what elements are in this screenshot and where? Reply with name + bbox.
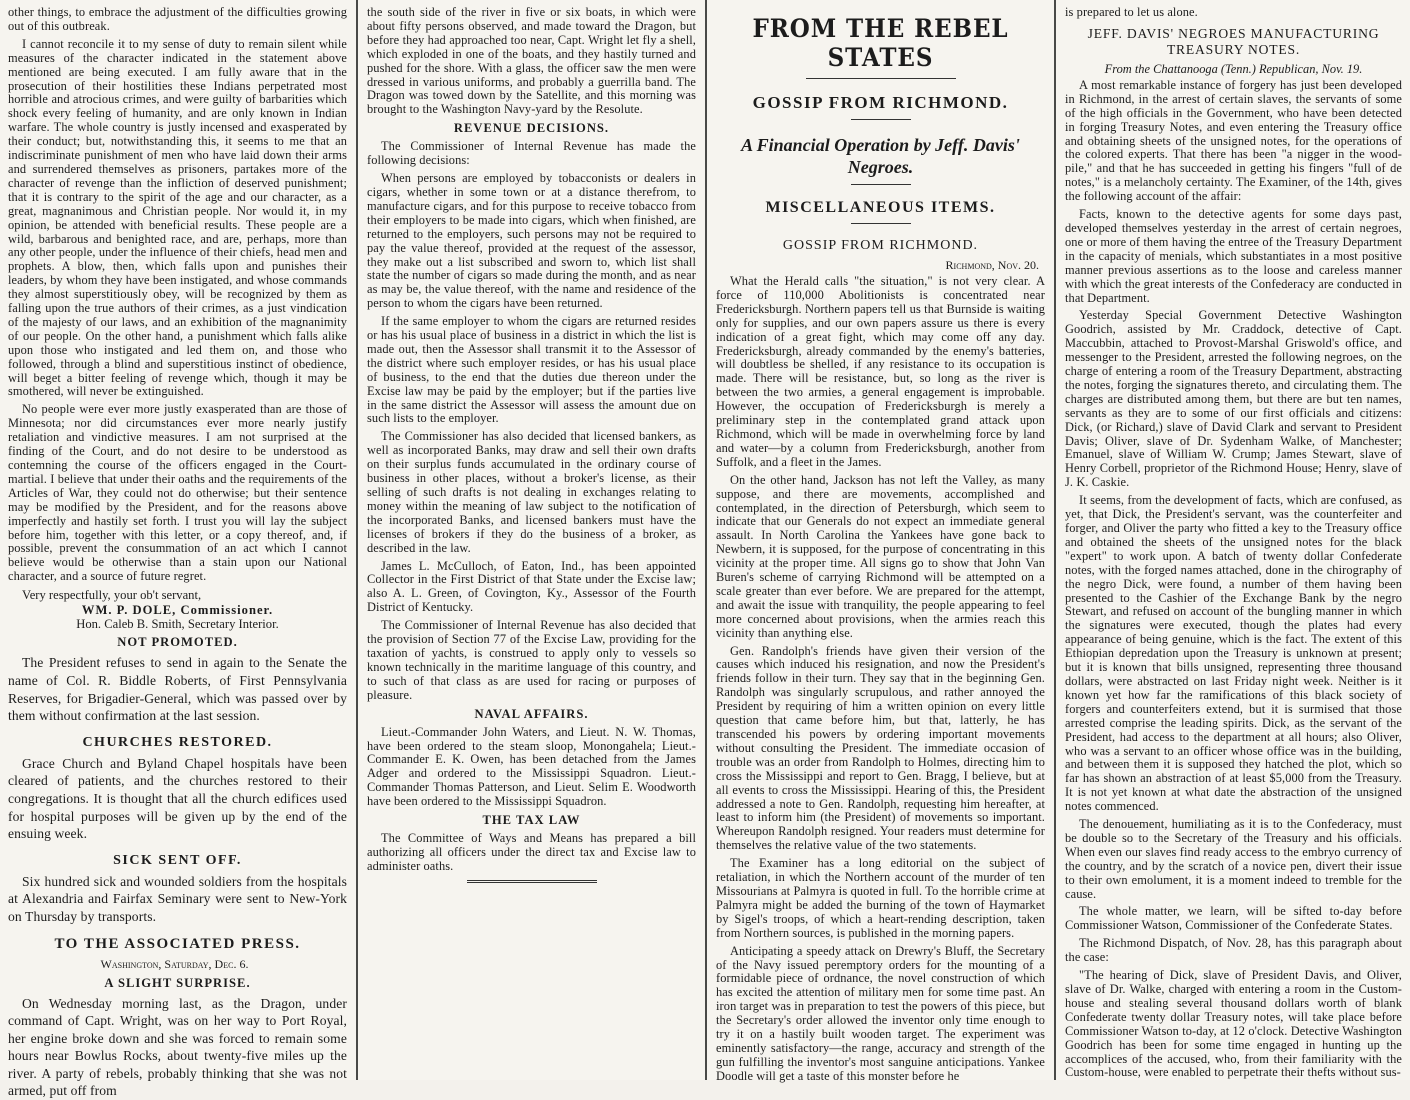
paragraph: The Commissioner of Internal Revenue has made the following decisions: — [367, 140, 696, 168]
paragraph: Gen. Randolph's friends have given their version of the causes which induced his resignation, and now the President's friends follow in their turn. They say that in the beginning Gen. Randolph was singularly scrupulous, and rather annoyed the President by requiring of him a written opinion on every little question that came before him, but that, latterly, he has transcended his powers by ordering important movements without consulting the President. The immediate occasion of trouble was an order from Randolph to Holmes, directing him to cross the Mississippi and report to Gen. Bragg, I believe, but at all events to cross the Mississippi. Hearing of this, the President addressed a note to Gen. Randolph, requesting him hereafter, at least to inform him (the President) of movements so important. Whereupon Randolph resigned. Your readers must determine for themselves the relative value of the two statements. — [716, 645, 1045, 854]
paragraph: the south side of the river in five or six boats, in which were about fifty persons observed, and made toward the Dragon, but before they had approached too near, Capt. Wright let fly a shell, which exploded in one of the boats, and they hastily turned and pushed for the shore. With a glass, the officer saw the men were dressed in various uniforms, and probably a guerrilla band. The Dragon was towed down by the Satellite, and this morning was brought to the Washington Navy-yard by the Resolute. — [367, 6, 696, 117]
column-rule — [356, 0, 358, 1080]
divider — [851, 223, 911, 224]
source-line: From the Chattanooga (Tenn.) Republican, Nov. 19. — [1065, 62, 1402, 77]
paragraph: If the same employer to whom the cigars are returned resides or has his usual place of business in a district in which the list is made out, then the Assessor shall transmit it to the Assessor of the district where such employer resides, or has his usual place of business, to the end that the duties due thereon under the Excise law may be paid by the employer; but if the parties live in the same district the Assessor will assess the amount due on such lists to the employer. — [367, 315, 696, 426]
paragraph: Lieut.-Commander John Waters, and Lieut. N. W. Thomas, have been ordered to the steam sloop, Monongahela; Lieut.-Commander E. K. Owen, has been detached from the James Adger and ordered to the Mississippi Squadron. Lieut.-Commander Thomas Patterson, and Lieut. Selim E. Woodworth have been ordered to the Mississippi Squadron. — [367, 726, 696, 809]
column-rule — [1054, 0, 1056, 1080]
addressee: Hon. Caleb B. Smith, Secretary Interior. — [8, 617, 347, 631]
paragraph: The Commissioner has also decided that licensed bankers, as well as incorporated Banks, may draw and sell their own drafts on their surplus funds accumulated in the ordinary course of business in other places, without a broker's license, as their selling of such drafts is not dealing in exchanges relating to money within the meaning of law subject to the notification of the incorporated Banks, and licensed bankers must have the licenses of brokers if they do the business of a broker, as described in the law. — [367, 430, 696, 555]
paragraph: The Examiner has a long editorial on the subject of retaliation, in which the Northern account of the murder of ten Missourians at Palmyra is quoted in full. To the horrible crime at Palmyra might be added the burning of the town of Haymarket by Sigel's troops, of which a heart-rending description, taken from Northern sources, is published in the morning papers. — [716, 857, 1045, 940]
paragraph: On the other hand, Jackson has not left the Valley, as many suppose, and there are movements, accomplished and contemplated, in the direction of Petersburgh, which seem to indicate that our Generals do not expect an immediate general assault. In North Carolina the Yankees have gone back to Newbern, it is supposed, for the purpose of concentrating in this vicinity at the proper time. All signs go to show that John Van Buren's scheme of carrying Richmond will be attempted on a scale greater than ever before. We are prepared for the attempt, and await the issue with tranquility, the people appearing to feel more concerned about provisions, when the armies reach this vicinity than anything else. — [716, 474, 1045, 641]
masthead: FROM THE REBEL STATES — [729, 14, 1032, 72]
section-heading: SICK SENT OFF. — [8, 853, 347, 869]
divider — [851, 119, 911, 120]
paragraph: A most remarkable instance of forgery has just been developed in Richmond, in the arrest of certain slaves, the servants of some of the high officials in the Government, who have been detected in forging Treasury Notes, and even entering the Treasury office and obtaining sheets of the unsigned notes, for the operations of the colored experts. That there has been "a nigger in the wood-pile," and that he has succeeded in getting his fingers "full of de notes," is a melancholy certainty. The Examiner, of the 14th, gives the following account of the affair: — [1065, 79, 1402, 204]
subheading: GOSSIP FROM RICHMOND. — [716, 93, 1045, 113]
divider — [851, 184, 911, 185]
subheading: A Financial Operation by Jeff. Davis' Negroes. — [716, 134, 1045, 178]
paragraph: The whole matter, we learn, will be sifted to-day before Commissioner Watson, Commissioner of the Confederate States. — [1065, 905, 1402, 933]
paragraph: other things, to embrace the adjustment of the difficulties growing out of this outbreak. — [8, 6, 347, 34]
section-heading: REVENUE DECISIONS. — [367, 121, 696, 136]
paragraph: Six hundred sick and wounded soldiers from the hospitals at Alexandria and Fairfax Seminary were sent to New-York on Thursday by transports. — [8, 873, 347, 926]
paragraph: The Richmond Dispatch, of Nov. 28, has this paragraph about the case: — [1065, 937, 1402, 965]
section-heading: CHURCHES RESTORED. — [8, 735, 347, 751]
article — [8, 654, 347, 1100]
paragraph: On Wednesday morning last, as the Dragon, under command of Capt. Wright, was on her way to Port Royal, her engine broke down and she was forced to remain some hours near Bowlus Rocks, about twenty-five miles up the river. A party of rebels, probably thinking that she was not armed, put off from — [8, 995, 347, 1100]
subheading: MISCELLANEOUS ITEMS. — [716, 199, 1045, 217]
article-heading: JEFF. DAVIS' NEGROES MANUFACTURING TREASURY NOTES. — [1065, 26, 1402, 58]
column-2 — [359, 0, 704, 1080]
paragraph: The Commissioner of Internal Revenue has also decided that the provision of Section 77 of the Excise Law, providing for the taxation of yachts, is construed to apply only to vessels so known technically in the maritime language of this country, and to such of that class as are used for racing or purposes of pleasure. — [367, 619, 696, 702]
section-heading: NOT PROMOTED. — [8, 635, 347, 650]
paragraph: James L. McCulloch, of Eaton, Ind., has been appointed Collector in the First District of that State under the Excise law; also A. L. Green, of Covington, Ky., Assessor of the Fourth District of Kentucky. — [367, 560, 696, 616]
paragraph: The President refuses to send in again to the Senate the name of Col. R. Biddle Roberts, of First Pennsylvania Reserves, for Brigadier-General, which was passed over by them without confirmation at the last session. — [8, 654, 347, 724]
closing: Very respectfully, your ob't servant, — [8, 588, 347, 602]
divider — [806, 78, 956, 79]
signature-name: WM. P. DOLE, Commissioner. — [82, 603, 273, 617]
dateline: Washington, Saturday, Dec. 6. — [8, 957, 341, 972]
paragraph: is prepared to let us alone. — [1065, 6, 1402, 20]
paragraph: The Committee of Ways and Means has prepared a bill authorizing all officers under the direct tax and Excise law to administer oaths. — [367, 832, 696, 874]
section-heading: NAVAL AFFAIRS. — [367, 707, 696, 722]
paragraph: Grace Church and Byland Chapel hospitals have been cleared of patients, and the churches restored to their congregations. It is thought that all the church edifices used for hospital purposes will be given up by the end of the ensuing week. — [8, 755, 347, 843]
column-1 — [0, 0, 355, 1080]
subheading: GOSSIP FROM RICHMOND. — [716, 238, 1045, 254]
paragraph: Facts, known to the detective agents for some days past, developed themselves yesterday in the arrest of certain negroes, one or more of them having the entree of the Treasury Department in the capacity of menials, which substantiates in a most positive manner previous assertions as to the loose and careless manner with which the great interests of the Confederacy are conducted in that Department. — [1065, 208, 1402, 305]
section-heading: A SLIGHT SURPRISE. — [8, 976, 347, 991]
paragraph: No people were ever more justly exasperated than are those of Minnesota; nor did circumstances ever more nearly justify retaliation and vindictive measures. I am not surprised at the finding of the Court, and do not desire to be understood as contemning the course of the officers engaged in the Court-martial. I believe that under their oaths and the requirements of the Articles of War, they could not do otherwise; but their sentence may be modified by the President, and for the reasons above imperfectly and hastily set forth. I trust you will lay the subject before him, together with this letter, or a copy thereof, and, if possible, prevent the consummation of an act which I cannot believe would be otherwise than a stain upon our National character, and a source of future regret. — [8, 403, 347, 584]
paragraph: The denouement, humiliating as it is to the Confederacy, must be double so to the Secretary of the Treasury and his officials. When even our slaves find ready access to the embryo currency of the country, and by the scratch of a novice pen, divert their issue to their own emolument, it is a moment indeed to tremble for the cause. — [1065, 818, 1402, 901]
column-4 — [1057, 0, 1410, 1080]
paragraph: I cannot reconcile it to my sense of duty to remain silent while measures of the character indicated in the statement above mentioned are being executed. I am fully aware that in the prosecution of their hostilities these Indians perpetrated most horrible and atrocious crimes, and were guilty of barbarities which shock every feeling of humanity, and are only known in Indian warfare. The whole country is justly incensed and exasperated by their conduct; but, notwithstanding this, it seems to me that an indiscriminate punishment of men who have laid down their arms and surrendered themselves as prisoners, partakes more of the character of revenge than the infliction of deserved punishment; that it is contrary to the spirit of the age and our character, as a great, magnanimous and Christian people. Nor would it, in my opinion, be attended with beneficial results. These people are a wild, barbarous and benighted race, and are, perhaps, more than any other people, under the influence of their chiefs, head men and prophets. A blow, then, which falls upon and punishes their leaders, by whom they have been instigated, and whose commands they almost superstitiously obey, will be recognized by them as falling upon the true authors of their crimes, as a just vindication of the majesty of our laws, and an exhibition of the magnanimity of our people. On the other hand, a punishment which falls alike upon those who instigated and led them on, and those who followed, through a blind and superstitious instinct of obedience, will beget a bitter feeling of revenge which, though it may be smothered, will never be extinguished. — [8, 38, 347, 400]
section-heading: TO THE ASSOCIATED PRESS. — [8, 936, 347, 953]
paragraph: When persons are employed by tobacconists or dealers in cigars, whether in some town or at a distance therefrom, to manufacture cigars, and for this purpose to receive tobacco from their employers to be made into cigars, which when finished, are returned to the employers, such persons may not be required to pay the value thereof, provided at the request of the assessor, they make out a list subscribed and sworn to, which list shall state the number of cigars so made during the month, and as near as may be, the value thereof, with the name and residence of the person to whom the cigars have been returned. — [367, 172, 696, 311]
paragraph: Anticipating a speedy attack on Drewry's Bluff, the Secretary of the Navy issued peremptory orders for the mounting of a formidable piece of ordnance, the novel construction of which has excited the attention of military men for some time past. An iron target was in preparation to test the powers of this piece, but the Secretary's order allowed the inventor only time enough to try it on a hastily built wooden target. The experiment was eminently satisfactory—the range, accuracy and strength of the gun fulfilling the inventor's most sanguine anticipations. Yankee Doodle will get a taste of this monster before he — [716, 945, 1045, 1084]
column-3 — [708, 0, 1053, 1080]
paragraph: "The hearing of Dick, slave of President Davis, and Oliver, slave of Dr. Walke, charged with entering a room in the Custom-house and stealing several thousand dollars worth of blank Confederate twenty dollar Treasury notes, will take place before Commissioner Watson to-day, at 12 o'clock. Detective Washington Goodrich has been for some time engaged in hunting up the accomplices of the accused, who, from their familiarity with the Custom-house, were enabled to perpetrate their thefts without sus- — [1065, 969, 1402, 1080]
section-heading: THE TAX LAW — [367, 813, 696, 828]
paragraph: What the Herald calls "the situation," is not very clear. A force of 110,000 Abolitionists is concentrated near Fredericksburgh. Northern papers tell us that Burnside is waiting only for supplies, and our own papers assure us there is every indication of a great fight, which may come off any day. Fredericksburgh, already commanded by the enemy's batteries, will doubtless be shelled, if any resistance to its occupation is made. There will be resistance, but, so long as the river is between the two armies, a general engagement is improbable. However, the occupation of Fredericksburgh is merely a preliminary step in the contemplated grand attack upon Richmond, which will be made in overwhelming force by land and water—by a column from Fredericksburgh, another from Suffolk, and a fleet in the James. — [716, 275, 1045, 470]
column-rule — [705, 0, 707, 1080]
signature — [8, 603, 347, 617]
end-rule — [467, 880, 597, 883]
dateline: Richmond, Nov. 20. — [716, 258, 1039, 273]
paragraph: It seems, from the development of facts, which are confused, as yet, that Dick, the President's servant, was the counterfeiter and forger, and Oliver the party who fitted a key to the Treasury office and obtained the sheets of the unsigned notes for the black "expert" to work upon. A batch of twenty dollar Confederate notes, with the forged names attached, done in the chirography of the negro Dick, were found, a number of them having been presented to the Cashier of the Exchange Bank by the negro Stewart, and refused on account of the bungling manner in which the signatures were executed, though the plates had every appearance of being genuine, which is the fact. The extent of this Ethiopian depredation upon the Treasury is unknown at present; but it is known that bills unsigned, representing three thousand dollars, were abstracted on last Friday night week. Neither is it known yet how far the ramifications of this black society of forgers and counterfeiters extend, but it is surmised that those arrested comprise the leading spirits. Dick, as the servant of the President, had access to the department at all hours; also Oliver, who was a servant to an officer whose office was in the building, and between them it is supposed they hatched the plot, which so far has shown an abstraction of at least $5,000 from the Treasury. It is not yet known at what date the abstraction of the unsigned notes commenced. — [1065, 494, 1402, 814]
paragraph: Yesterday Special Government Detective Washington Goodrich, assisted by Mr. Craddock, detective of Capt. Maccubbin, attached to Provost-Marshal Griswold's office, and messenger to the President, arrested the following negroes, on the charge of entering a room of the Treasury Department, abstracting the notes, forging the signatures thereto, and circulating them. The charges are distributed among them, but there are but ten names, servants as they are to some of our first officials and citizens: Dick, (or Richard,) slave of David Clark and servant to President Davis; Oliver, slave of Dr. Sydenham Walke, of Manchester; Emanuel, slave of William W. Crump; James Stewart, slave of Henry Corbell, proprietor of the Richmond House; Henry, slave of J. K. Caskie. — [1065, 309, 1402, 490]
